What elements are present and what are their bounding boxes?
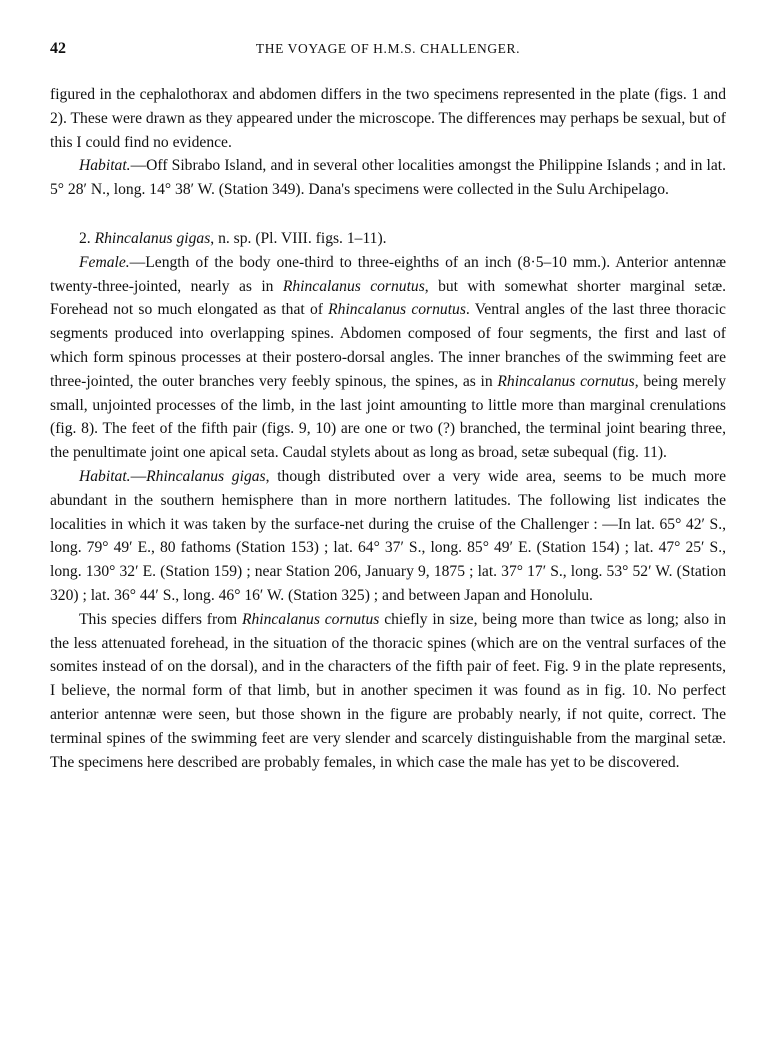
species-ref: Rhincalanus gigas [146,467,266,485]
species-heading [50,227,726,251]
habitat-label: Habitat. [79,157,131,175]
running-head [50,40,726,64]
female-text-3: . Ventral angles of the last three thoracic segments produced into overlapping spines. Abdomen composed of four segments, the first and last of which form spinous processes at their postero-dorsal angles. The inner branches of the swimming feet are three-jointed, the outer branches very feebly spinous, the spines, as in [50,301,726,390]
comparison-paragraph [50,608,726,775]
species-ref: Rhincalanus cornutus [497,372,635,390]
species-ref: Rhincalanus cornutus [328,301,466,319]
female-text-2: , but with somewhat shorter marginal setæ. Forehead not so much elongated as that of [50,277,726,319]
section-gap [50,202,726,227]
body-text [50,83,726,774]
page [50,40,726,774]
habitat-paragraph-1 [50,154,726,202]
species-name: Rhincalanus gigas [94,229,211,247]
female-text-4: , being merely small, unjointed processes of the limb, in the last joint amounting to little more than marginal crenulations (fig. 8). The feet of the fifth pair (figs. 9, 10) are one or two (?) branched, the terminal joint bearing three, the penultimate joint one apical seta. Caudal stylets about as long as broad, setæ subequal (fig. 11). [50,372,726,462]
comparison-text-1: This species differs from [79,610,242,628]
habitat-label: Habitat. [79,467,131,485]
species-ref: Rhincalanus cornutus [241,610,380,628]
female-label: Female. [79,253,130,271]
female-paragraph [50,251,726,465]
continuation-paragraph [50,83,726,154]
habitat-text: —Off Sibrabo Island, and in several other localities amongst the Philippine Islands ; and in lat. 5° 28′ N., long. 14° 38′ W. (Station 349). Dana's specimens were collected in the Sulu Archipelago. [50,157,726,199]
habitat-paragraph-2 [50,465,726,608]
continuation-text: figured in the cephalothorax and abdomen differs in the two specimens represented in the plate (figs. 1 and 2). These were drawn as they appeared under the microscope. The differences may perhaps be sexual, but of this I could find no evidence. [50,86,726,151]
habitat-dash: — [130,467,147,485]
female-text-1: —Length of the body one-third to three-eighths of an inch (8·5–10 mm.). Anterior antennæ twenty-three-jointed, nearly as in [50,253,726,295]
species-number: 2. [79,229,91,247]
running-title: THE VOYAGE OF H.M.S. CHALLENGER. [255,41,521,56]
habitat-text: , though distributed over a very wide area, seems to be much more abundant in the southern hemisphere than in more northern latitudes. The following list indicates the localities in which it was taken by the surface-net during the cruise of the Challenger : —In lat. 65° 42′ S., long. 79° 49′ E., 80 fathoms (Station 153) ; lat. 64° 37′ S., long. 85° 49′ E. (Station 154) ; lat. 47° 25′ S., long. 130° 32′ E. (Station 159) ; near Station 206, January 9, 1875 ; lat. 37° 17′ S., long. 53° 52′ W. (Station 320) ; lat. 36° 44′ S., long. 46° 16′ W. (Station 325) ; and between Japan and Honolulu. [50,467,726,604]
species-ref: Rhincalanus cornutus [282,277,425,295]
page-number: 42 [50,40,66,57]
comparison-text-2: chiefly in size, being more than twice as long; also in the less attenuated forehead, in the situation of the thoracic spines (which are on the ventral surfaces of the somites instead of on the dorsal), and in the characters of the fifth pair of feet. Fig. 9 in the plate represents, I believe, the normal form of that limb, but in another specimen it was found as in fig. 10. No perfect anterior antennæ were seen, but those shown in the figure are probably nearly, if not quite, correct. The terminal spines of the swimming feet are very slender and scarcely distinguishable from the marginal setæ. The specimens here described are probably females, in which case the male has yet to be discovered. [50,610,726,771]
species-suffix: , n. sp. (Pl. VIII. figs. 1–11). [210,229,387,247]
